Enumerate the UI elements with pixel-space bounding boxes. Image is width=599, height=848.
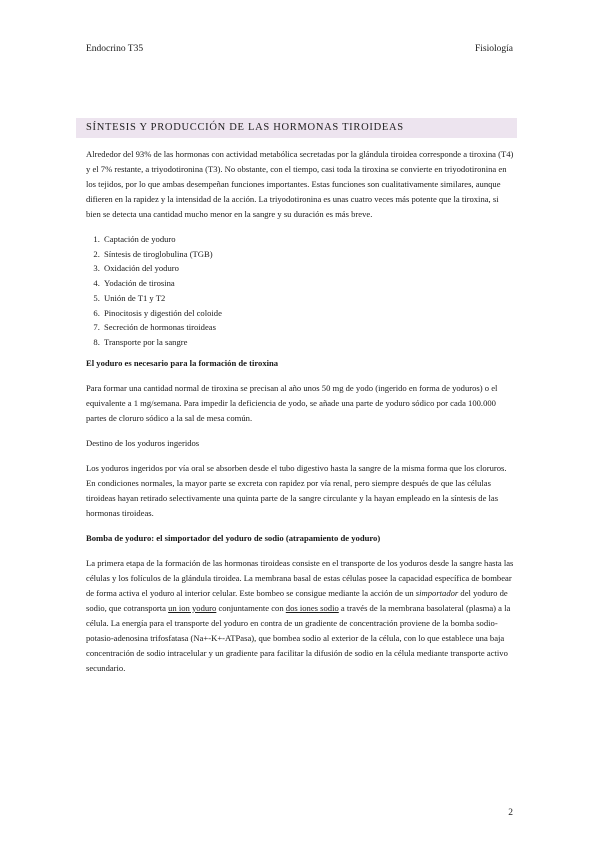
- document-body: [86, 147, 514, 686]
- header-subject-code: Endocrino T35: [86, 44, 144, 54]
- intro-paragraph: Alrededor del 93% de las hormonas con actividad metabólica secretadas por la glándula tiroidea corresponde a tiroxina (T4) y el 7% restante, a triyodotironina (T3). No obstante, con el tiempo, casi toda la tiroxina se convierte en triyodotironina en los tejidos, por lo que ambas desempeñan funciones importantes. Estas funciones son cualitativamente similares, aunque difieren en la rapidez y la intensidad de la acción. La triyodotironina es unas cuatro veces más potente que la tiroxina, si bien se detecta una cantidad mucho menor en la sangre y su duración es más breve.: [86, 149, 514, 219]
- ion-yoduro-term: un ion yoduro: [168, 602, 217, 613]
- section-title: SÍNTESIS Y PRODUCCIÓN DE LAS HORMONAS TIROIDEAS: [86, 122, 404, 133]
- list-item: 1. Captación de yoduro: [102, 232, 514, 247]
- iones-sodio-term: dos iones sodio: [285, 602, 339, 613]
- list-item: 2. Síntesis de tiroglobulina (TGB): [102, 247, 514, 262]
- bomba-heading: Bomba de yoduro: el simportador del yoduro de sodio (atrapamiento de yoduro): [86, 532, 381, 543]
- list-item: 3. Oxidación del yoduro: [102, 261, 514, 276]
- destino-paragraph: Los yoduros ingeridos por vía oral se absorben desde el tubo digestivo hasta la sangre de la misma forma que los cloruros. En condiciones normales, la mayor parte se excreta con rapidez por vía renal, pero siempre después de que las células tiroideas hayan retirado selectivamente una quinta parte de la sangre circulante y la hayan empleado en la síntesis de las hormonas tiroideas.: [86, 462, 507, 518]
- bomba-text-1: La primera etapa de la formación de las hormonas tiroideas consiste en el transporte de los yoduros desde la sangre hasta las células y los folículos de la glándula tiroidea. La membrana basal de estas células posee la capacidad específica de bombear de forma activa el yoduro al interior celular. Este bombeo se consigue mediante la acción de un: [86, 557, 514, 598]
- header-subject-name: Fisiología: [474, 44, 513, 54]
- bomba-paragraph: [86, 556, 514, 676]
- bomba-text-3: conjuntamente con: [216, 602, 286, 613]
- simportador-term: simportador: [415, 587, 459, 598]
- yoduro-heading: El yoduro es necesario para la formación de tiroxina: [86, 357, 279, 368]
- list-item: 7. Secreción de hormonas tiroideas: [102, 320, 514, 335]
- list-item: 6. Pinocitosis y digestión del coloide: [102, 306, 514, 321]
- bomba-text-4: a través de la membrana basolateral (plasma) a la célula. La energía para el transporte del yoduro en contra de un gradiente de concentración proviene de la bomba sodio-potasio-adenosina trifosfatasa (Na+-K+-ATPasa), que bombea sodio al exterior de la célula, con lo que establece una baja concentración de sodio intracelular y un gradiente para facilitar la difusión de sodio en la célula mediante transporte activo secundario.: [86, 602, 511, 673]
- page-header: [86, 44, 513, 54]
- synthesis-steps-list: [86, 232, 514, 350]
- page-number: 2: [508, 808, 513, 818]
- list-item: 8. Transporte por la sangre: [102, 335, 514, 350]
- list-item: 5. Unión de T1 y T2: [102, 291, 514, 306]
- yoduro-paragraph: Para formar una cantidad normal de tiroxina se precisan al año unos 50 mg de yodo (ingerido en forma de yoduros) o el equivalente a 1 mg/semana. Para impedir la deficiencia de yodo, se añade una parte de yoduro sódico por cada 100.000 partes de cloruro sódico a la sal de mesa común.: [86, 382, 498, 423]
- bomba-text-2: del yoduro de sodio, que cotransporta: [86, 587, 508, 613]
- destino-heading: Destino de los yoduros ingeridos: [86, 437, 200, 448]
- list-item: 4. Yodación de tirosina: [102, 276, 514, 291]
